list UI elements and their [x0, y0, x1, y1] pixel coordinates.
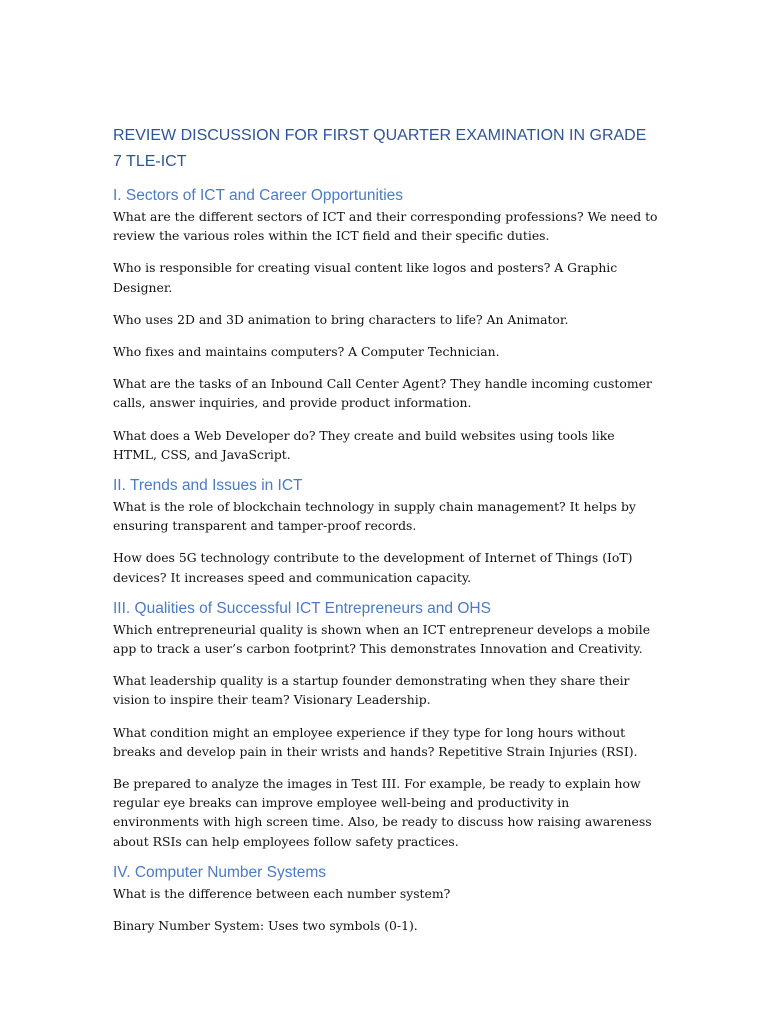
section-heading: I. Sectors of ICT and Career Opportunities [113, 187, 404, 204]
section-heading: III. Qualities of Successful ICT Entrepreneurs and OHS [113, 599, 491, 617]
paragraph: Who uses 2D and 3D animation to bring characters to life? An Animator. [113, 311, 569, 327]
paragraph: How does 5G technology contribute to the development of Internet of Things (IoT) devices? It increases speed and communication capacity. [113, 550, 633, 585]
paragraph: What is the role of blockchain technology in supply chain management? It helps by ensuring transparent and tamper-proof records. [113, 499, 636, 534]
section-sectors-of-ict [113, 186, 658, 464]
paragraph: What is the difference between each number system? [113, 885, 451, 901]
paragraph: Be prepared to analyze the images in Test III. For example, be ready to explain how regular eye breaks can improve employee well-being and productivity in environments with high screen time. Also, be ready to discuss how raising awareness about RSIs can help employees follow safety practices. [113, 776, 652, 849]
paragraph: What are the different sectors of ICT and their corresponding professions? We need to review the various roles within the ICT field and their specific duties. [113, 209, 658, 244]
paragraph: What does a Web Developer do? They create and build websites using tools like HTML, CSS, and JavaScript. [113, 427, 615, 462]
paragraph: Binary Number System: Uses two symbols (0-1). [113, 918, 418, 934]
section-heading: II. Trends and Issues in ICT [113, 477, 303, 495]
document-page [113, 123, 658, 948]
paragraph: What are the tasks of an Inbound Call Center Agent? They handle incoming customer calls, answer inquiries, and provide product information. [113, 376, 652, 411]
paragraph: Who fixes and maintains computers? A Computer Technician. [113, 344, 500, 360]
document-title: REVIEW DISCUSSION FOR FIRST QUARTER EXAMINATION IN GRADE 7 TLE-ICT [113, 127, 647, 170]
paragraph: Which entrepreneurial quality is shown when an ICT entrepreneur develops a mobile app to track a user’s carbon footprint? This demonstrates Innovation and Creativity. [113, 621, 651, 657]
section-number-systems [113, 863, 658, 935]
paragraph: Who is responsible for creating visual content like logos and posters? A Graphic Designer. [113, 260, 618, 295]
paragraph: What condition might an employee experience if they type for long hours without breaks and develop pain in their wrists and hands? Repetitive Strain Injuries (RSI). [113, 724, 638, 759]
section-qualities-and-ohs [113, 599, 658, 851]
section-trends-and-issues [113, 476, 658, 587]
section-heading: IV. Computer Number Systems [113, 863, 327, 881]
paragraph: What leadership quality is a startup founder demonstrating when they share their vision to inspire their team? Visionary Leadership. [113, 673, 630, 708]
